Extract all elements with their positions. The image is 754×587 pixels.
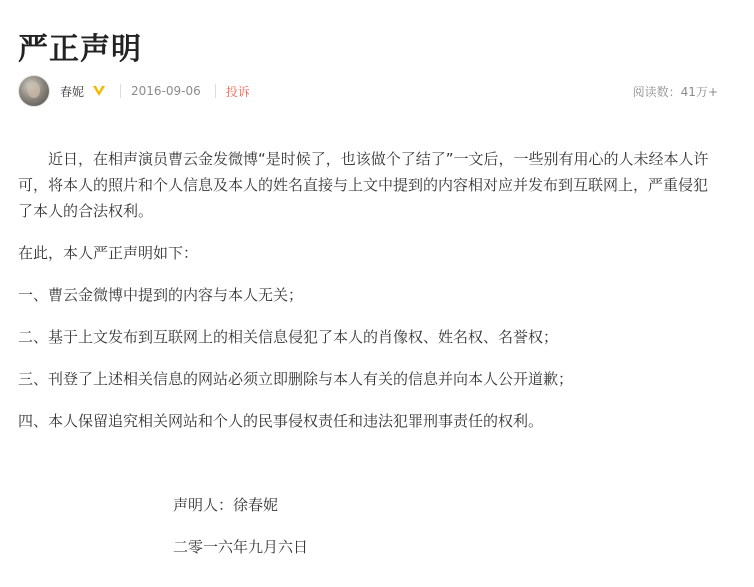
author-avatar[interactable] (18, 75, 50, 107)
signature-line: 声明人：徐春妮 (173, 496, 279, 514)
article-paragraph: 三、刊登了上述相关信息的网站必须立即删除与本人有关的信息并向本人公开道歉； (18, 370, 574, 388)
article-paragraph: 四、本人保留追究相关网站和个人的民事侵权责任和违法犯罪刑事责任的权利。 (18, 412, 544, 430)
report-link[interactable]: 投诉 (225, 84, 250, 99)
article-paragraph: 二、基于上文发布到互联网上的相关信息侵犯了本人的肖像权、姓名权、名誉权； (18, 328, 559, 346)
signature-date: 二零一六年九月六日 (173, 538, 309, 556)
article-body (18, 146, 714, 450)
meta-divider (215, 84, 216, 98)
article-paragraph: 近日，在相声演员曹云金发微博“是时候了，也该做个了结了”一文后，一些别有用心的人未经本人许可，将本人的照片和个人信息及本人的姓名直接与上文中提到的内容相对应并发布到互联网上，严重侵犯了本人的合法权利。 (18, 150, 709, 220)
article-meta-bar (18, 76, 718, 106)
article-paragraph: 一、曹云金微博中提到的内容与本人无关； (18, 286, 304, 304)
verified-v-icon (92, 84, 106, 98)
read-count: 阅读数：41万+ (632, 84, 718, 99)
article-title: 严正声明 (18, 32, 142, 67)
author-name[interactable]: 春妮 (60, 84, 85, 99)
article-paragraph: 在此，本人严正声明如下： (18, 244, 199, 262)
meta-divider (120, 84, 121, 98)
publish-date: 2016-09-06 (131, 84, 201, 98)
